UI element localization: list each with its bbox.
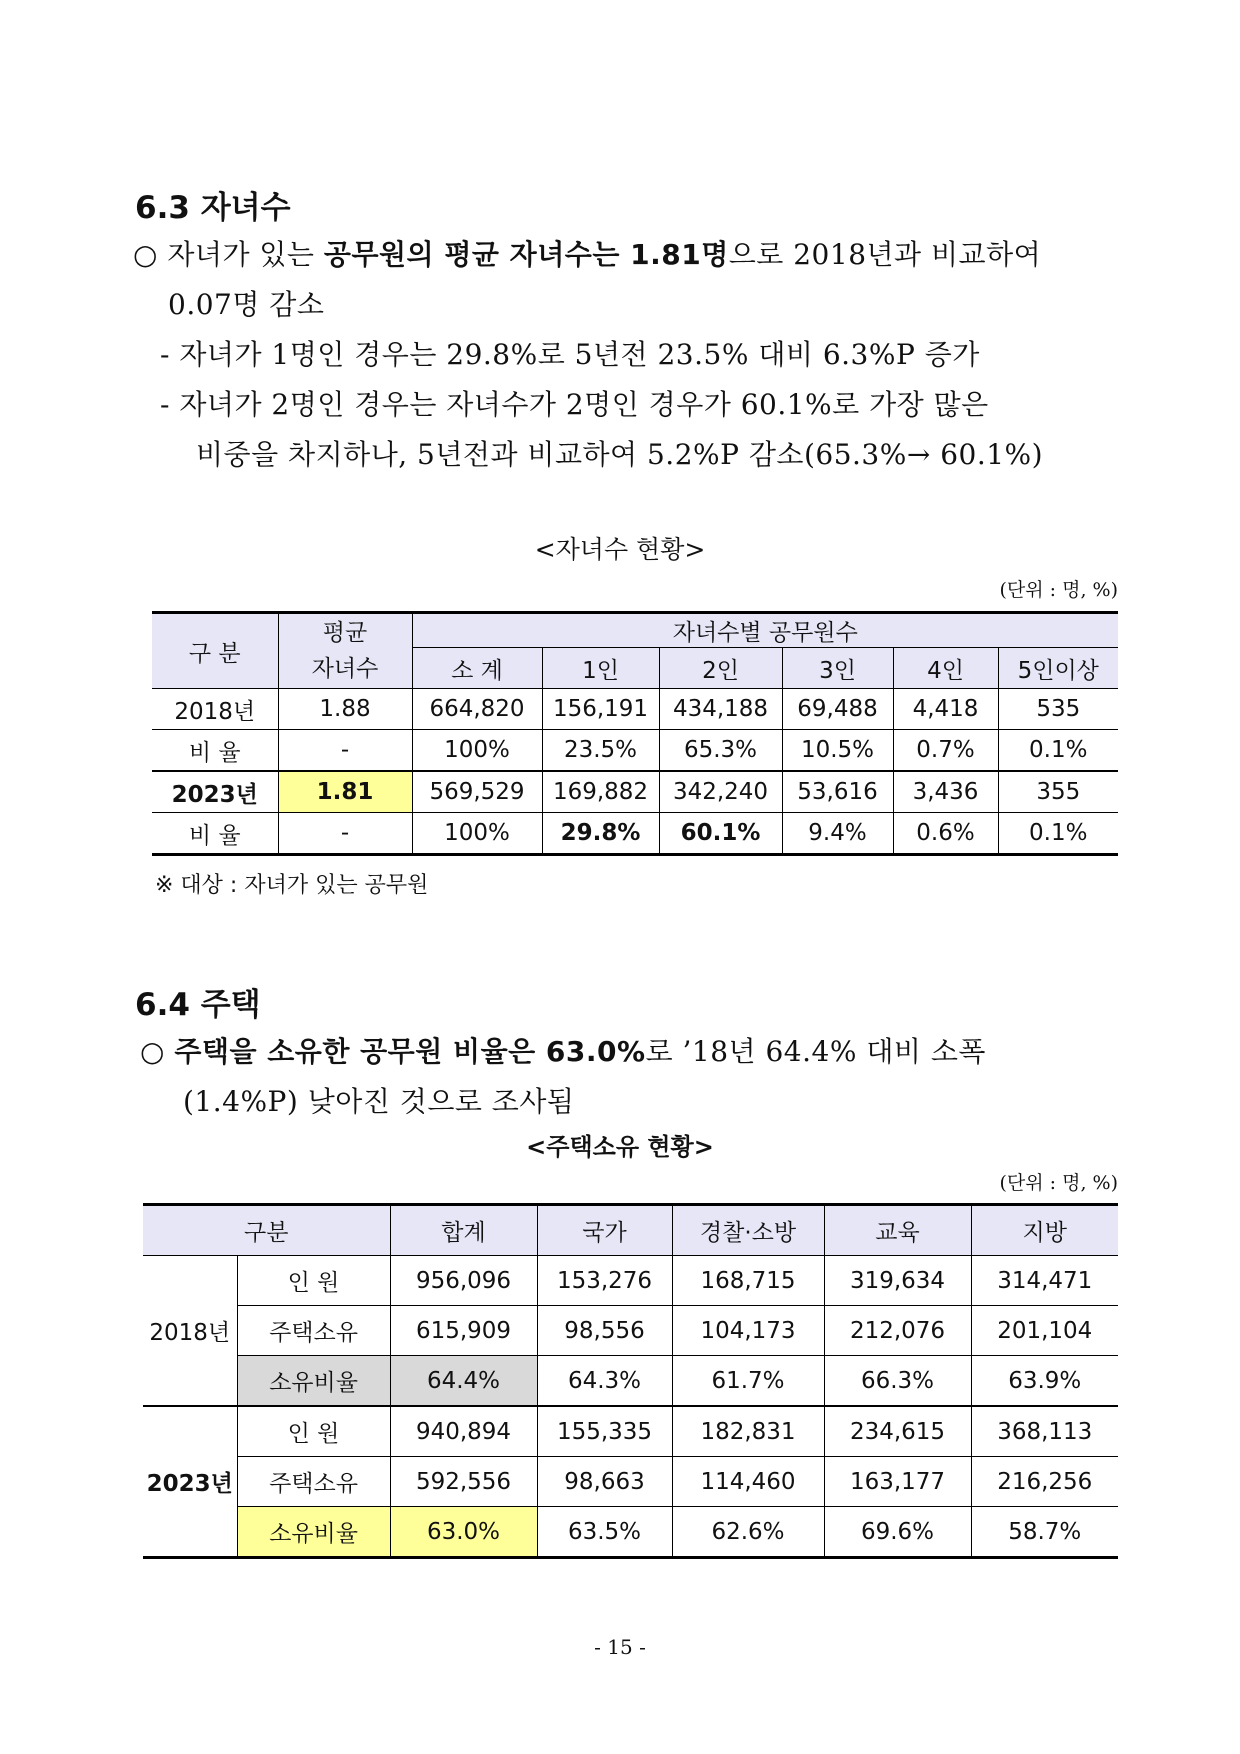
paragraph-text: 으로 2018년과 비교하여 [728, 238, 1042, 271]
cell: 368,113 [971, 1406, 1118, 1457]
row-label: 비 율 [152, 730, 278, 772]
cell-highlight: 64.4% [390, 1356, 537, 1407]
header-2: 2인 [659, 648, 782, 689]
header-5plus: 5인이상 [998, 648, 1118, 689]
cell: 212,076 [824, 1306, 971, 1356]
bullet: ○ [140, 1035, 165, 1068]
cell: 201,104 [971, 1306, 1118, 1356]
dash-item-2: - 자녀가 2명인 경우는 자녀수가 2명인 경우가 60.1%로 가장 많은 [160, 388, 989, 421]
paragraph-housing-1 [140, 1030, 986, 1070]
table-row [152, 771, 1118, 813]
header-education: 교육 [824, 1205, 971, 1256]
row-label: 인 원 [237, 1256, 390, 1306]
header-subtotal: 소 계 [412, 648, 542, 689]
table-row [152, 689, 1118, 730]
children-table [152, 611, 1118, 856]
paragraph-text: 자녀가 있는 [167, 238, 324, 271]
cell: 100% [412, 813, 542, 855]
cell: 10.5% [782, 730, 893, 772]
housing-table [143, 1203, 1118, 1559]
paragraph-bold: 공무원의 평균 자녀수는 1.81명 [323, 238, 729, 271]
section-title-housing: 6.4 주택 [135, 987, 261, 1023]
dash-item-2-cont: 비중을 차지하나, 5년전과 비교하여 5.2%P 감소(65.3%→ 60.1%) [196, 438, 1044, 471]
cell: - [278, 730, 412, 772]
cell: 956,096 [390, 1256, 537, 1306]
header-total: 합계 [390, 1205, 537, 1256]
cell: 62.6% [672, 1507, 824, 1558]
year-label: 2018년 [143, 1256, 237, 1407]
page-number: - 15 - [594, 1635, 646, 1659]
cell: 314,471 [971, 1256, 1118, 1306]
cell: 234,615 [824, 1406, 971, 1457]
cell: 592,556 [390, 1457, 537, 1507]
paragraph-text: 로 ’18년 64.4% 대비 소폭 [645, 1035, 986, 1068]
cell: 60.1% [659, 813, 782, 855]
year-label: 2023년 [143, 1406, 237, 1558]
cell: 0.1% [998, 813, 1118, 855]
cell: 163,177 [824, 1457, 971, 1507]
cell: 100% [412, 730, 542, 772]
cell: 53,616 [782, 771, 893, 813]
cell: 104,173 [672, 1306, 824, 1356]
table2-caption: <주택소유 현황> [526, 1133, 714, 1161]
cell: 63.5% [537, 1507, 672, 1558]
cell: 0.6% [893, 813, 998, 855]
cell: 0.1% [998, 730, 1118, 772]
section-title-children: 6.3 자녀수 [135, 190, 291, 226]
header-police-fire: 경찰·소방 [672, 1205, 824, 1256]
header-1: 1인 [542, 648, 659, 689]
table1-note: ※ 대상 : 자녀가 있는 공무원 [155, 873, 429, 898]
table-row [152, 730, 1118, 772]
table-row [152, 813, 1118, 855]
table-row [143, 1306, 1118, 1356]
cell: 0.7% [893, 730, 998, 772]
cell-highlight: 63.0% [390, 1507, 537, 1558]
cell: 153,276 [537, 1256, 672, 1306]
cell: 114,460 [672, 1457, 824, 1507]
row-label: 주택소유 [237, 1457, 390, 1507]
header-3: 3인 [782, 648, 893, 689]
table-row [143, 1406, 1118, 1457]
cell: 98,663 [537, 1457, 672, 1507]
cell: 355 [998, 771, 1118, 813]
table-row [143, 1457, 1118, 1507]
cell: 29.8% [542, 813, 659, 855]
row-label: 인 원 [237, 1406, 390, 1457]
cell: 182,831 [672, 1406, 824, 1457]
paragraph-children-1 [133, 233, 1041, 273]
cell-highlight: 1.81 [278, 771, 412, 813]
table-row [143, 1507, 1118, 1558]
cell: 169,882 [542, 771, 659, 813]
cell: 434,188 [659, 689, 782, 730]
row-label: 소유비율 [237, 1507, 390, 1558]
header-category: 구 분 [152, 613, 278, 689]
header-category: 구분 [143, 1205, 390, 1256]
cell: 65.3% [659, 730, 782, 772]
cell: 61.7% [672, 1356, 824, 1407]
table-row [143, 1256, 1118, 1306]
cell: 64.3% [537, 1356, 672, 1407]
cell: 69.6% [824, 1507, 971, 1558]
row-label: 2023년 [152, 771, 278, 813]
cell: 1.88 [278, 689, 412, 730]
cell: 63.9% [971, 1356, 1118, 1407]
cell: 155,335 [537, 1406, 672, 1457]
paragraph-housing-1-cont: (1.4%P) 낮아진 것으로 조사됨 [183, 1085, 575, 1118]
cell: - [278, 813, 412, 855]
bullet: ○ [133, 238, 158, 271]
paragraph-children-1-cont: 0.07명 감소 [168, 288, 325, 321]
table2-unit: (단위 : 명, %) [999, 1172, 1118, 1194]
cell: 23.5% [542, 730, 659, 772]
header-national: 국가 [537, 1205, 672, 1256]
cell: 664,820 [412, 689, 542, 730]
row-label: 소유비율 [237, 1356, 390, 1407]
row-label: 비 율 [152, 813, 278, 855]
table1-caption: <자녀수 현황> [534, 535, 706, 564]
cell: 3,436 [893, 771, 998, 813]
table1-unit: (단위 : 명, %) [999, 579, 1118, 601]
cell: 168,715 [672, 1256, 824, 1306]
cell: 9.4% [782, 813, 893, 855]
cell: 319,634 [824, 1256, 971, 1306]
header-avg-children: 평균 자녀수 [278, 613, 412, 689]
cell: 66.3% [824, 1356, 971, 1407]
cell: 342,240 [659, 771, 782, 813]
cell: 216,256 [971, 1457, 1118, 1507]
cell: 615,909 [390, 1306, 537, 1356]
cell: 156,191 [542, 689, 659, 730]
table-row [143, 1356, 1118, 1407]
row-label: 주택소유 [237, 1306, 390, 1356]
row-label: 2018년 [152, 689, 278, 730]
cell: 4,418 [893, 689, 998, 730]
cell: 98,556 [537, 1306, 672, 1356]
paragraph-bold: 주택을 소유한 공무원 비율은 63.0% [174, 1035, 646, 1068]
cell: 569,529 [412, 771, 542, 813]
cell: 58.7% [971, 1507, 1118, 1558]
cell: 535 [998, 689, 1118, 730]
dash-item-1: - 자녀가 1명인 경우는 29.8%로 5년전 23.5% 대비 6.3%P 증가 [160, 338, 980, 371]
header-4: 4인 [893, 648, 998, 689]
cell: 940,894 [390, 1406, 537, 1457]
cell: 69,488 [782, 689, 893, 730]
header-group: 자녀수별 공무원수 [412, 613, 1118, 648]
header-local: 지방 [971, 1205, 1118, 1256]
